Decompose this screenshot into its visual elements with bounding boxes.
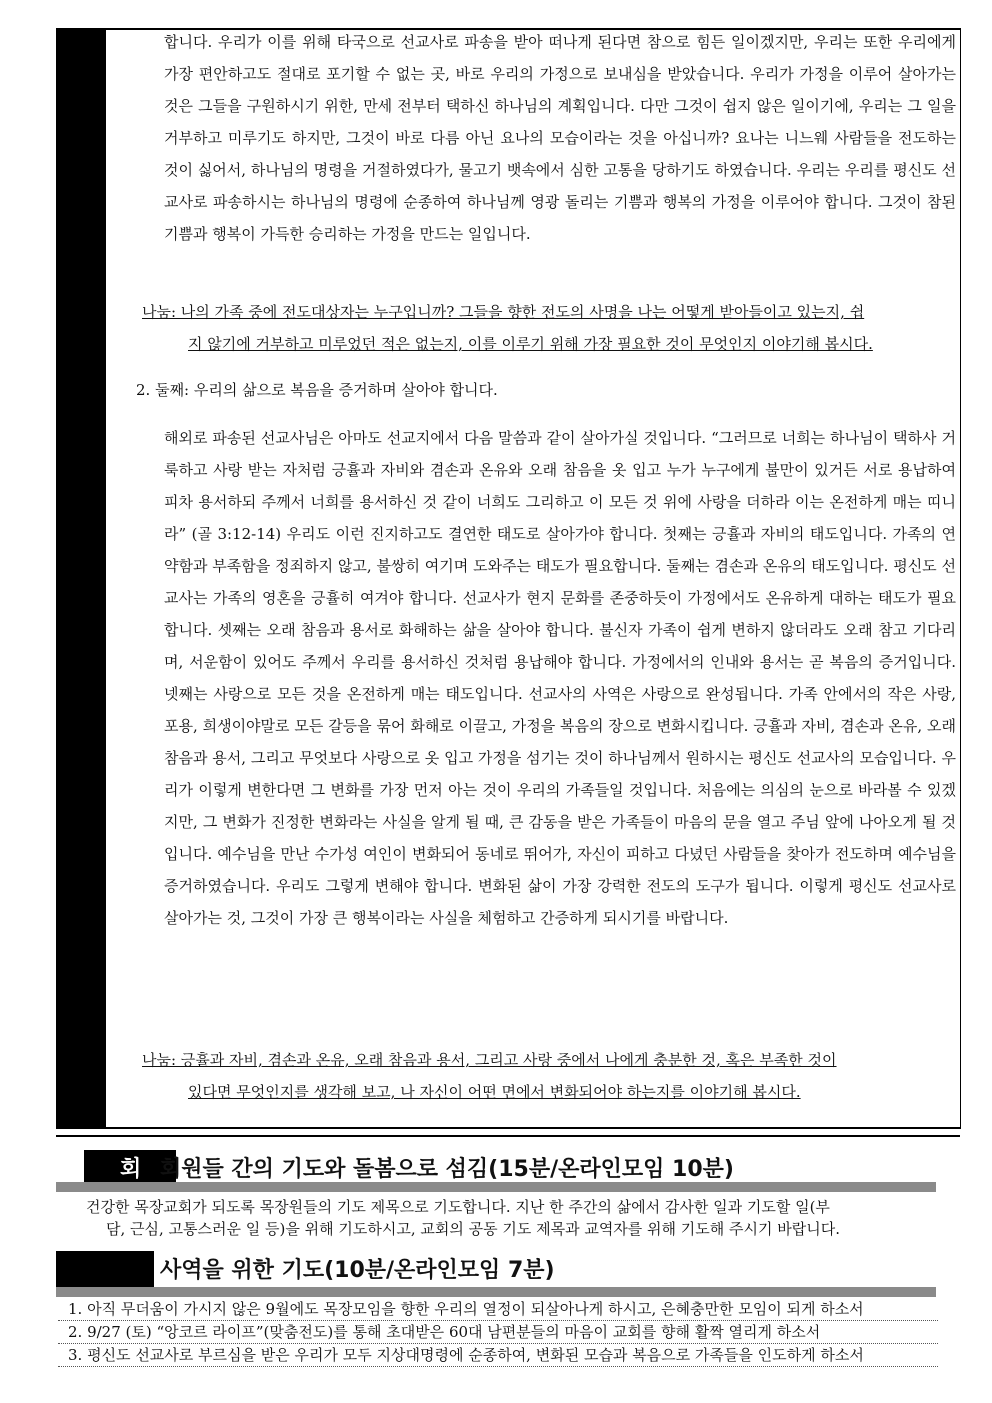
- prayer-item: 1. 아직 무더움이 가시지 않은 9월에도 목장모임을 향한 우리의 열정이 되살아나게 하시고, 은혜충만한 모임이 되게 하소서: [58, 1298, 938, 1321]
- ministry-prayer-list: [58, 1298, 938, 1367]
- ministry-section-title: 사역을 위한 기도(10분/온라인모임 7분): [160, 1258, 555, 1283]
- members-section-text: [86, 1196, 936, 1240]
- share-question-2-line-1: 나눔: 긍휼과 자비, 겸손과 온유, 오래 참음과 용서, 그리고 사랑 중에서 나에게 충분한 것, 혹은 부족한 것이: [142, 1051, 837, 1069]
- body-paragraph-1: 합니다. 우리가 이를 위해 타국으로 선교사로 파송을 받아 떠나게 된다면 참으로 힘든 일이겠지만, 우리는 또한 우리에게 가장 편안하고도 절대로 포기할 수 없는 곳, 바로 우리의 가정으로 보내심을 받았습니다. 우리가 가정을 이루어 살아가는 것은 그들을 구원하시기 위한, 만세 전부터 택하신 하나님의 계획입니다. 다만 그것이 쉽지 않은 일이기에, 우리는 그 일을 거부하고 미루기도 하지만, 그것이 바로 다름 아닌 요나의 모습이라는 것을 아십니까? 요나는 니느웨 사람들을 전도하는 것이 싫어서, 하나님의 명령을 거절하였다가, 물고기 뱃속에서 심한 고통을 당하기도 하였습니다. 우리는 우리를 평신도 선교사로 파송하시는 하나님의 명령에 순종하여 하나님께 영광 돌리는 기쁨과 행복의 가정을 이루어야 합니다. 그것이 참된 기쁨과 행복이 가득한 승리하는 가정을 만드는 일입니다.: [164, 33, 956, 243]
- members-section-tag-label: 회: [120, 1157, 142, 1182]
- ministry-section-underbar: [56, 1287, 936, 1297]
- body-paragraph-2: 해외로 파송된 선교사님은 아마도 선교지에서 다음 말씀과 같이 살아가실 것입니다. “그러므로 너희는 하나님이 택하사 거룩하고 사랑 받는 자처럼 긍휼과 자비와 겸손과 온유와 오래 참음을 옷 입고 누가 누구에게 불만이 있거든 서로 용납하여 피차 용서하되 주께서 너희를 용서하신 것 같이 너희도 그리하고 이 모든 것 위에 사랑을 더하라 이는 온전하게 매는 띠니라” (골 3:12-14) 우리도 이런 진지하고도 결연한 태도로 살아가야 합니다. 첫째는 긍휼과 자비의 태도입니다. 가족의 연약함과 부족함을 정죄하지 않고, 불쌍히 여기며 도와주는 태도가 필요합니다. 둘째는 겸손과 온유의 태도입니다. 평신도 선교사는 가족의 영혼을 긍휼히 여겨야 합니다. 선교사가 현지 문화를 존중하듯이 가정에서도 온유하게 대하는 태도가 필요합니다. 셋째는 오래 참음과 용서로 화해하는 삶을 살아야 합니다. 불신자 가족이 쉽게 변하지 않더라도 오래 참고 기다리며, 서운함이 있어도 주께서 우리를 용서하신 것처럼 용납해야 합니다. 가정에서의 인내와 용서는 곧 복음의 증거입니다. 넷째는 사랑으로 모든 것을 온전하게 매는 태도입니다. 선교사의 사역은 사랑으로 완성됩니다. 가족 안에서의 작은 사랑, 포용, 희생이야말로 모든 갈등을 묶어 화해로 이끌고, 가정을 복음의 장으로 변화시킵니다. 긍휼과 자비, 겸손과 온유, 오래 참음과 용서, 그리고 무엇보다 사랑으로 옷 입고 가정을 섬기는 것이 하나님께서 원하시는 평신도 선교사의 모습입니다. 우리가 이렇게 변한다면 그 변화를 가장 먼저 아는 것이 우리의 가족들일 것입니다. 처음에는 의심의 눈으로 바라볼 수 있겠지만, 그 변화가 진정한 변화라는 사실을 알게 될 때, 큰 감동을 받은 가족들이 마음의 문을 열고 주님 앞에 나아오게 될 것입니다. 예수님을 만난 수가성 여인이 변화되어 동네로 뛰어가, 자신이 피하고 다녔던 사람들을 찾아가 전도하며 예수님을 증거하였습니다. 우리도 그렇게 변해야 합니다. 변화된 삶이 가장 강력한 전도의 도구가 됩니다. 이렇게 평신도 선교사로 살아가는 것, 그것이 가장 큰 행복이라는 사실을 체험하고 간증하게 되시기를 바랍니다.: [164, 429, 956, 927]
- share-question-2-line-2: 있다면 무엇인지를 생각해 보고, 나 자신이 어떤 면에서 변화되어야 하는지를 이야기해 봅시다.: [188, 1083, 801, 1101]
- members-section-title: 회원들 간의 기도와 돌봄으로 섬김(15분/온라인모임 10분): [160, 1157, 734, 1182]
- members-section-text-line-2: 담, 근심, 고통스러운 일 등)을 위해 기도하시고, 교회의 공동 기도 제목과 교역자를 위해 기도해 주시기 바랍니다.: [106, 1220, 841, 1238]
- share-question-1: [142, 296, 956, 360]
- ministry-section-tag: [56, 1251, 154, 1287]
- left-black-bar: [56, 28, 106, 1127]
- members-section-text-line-1: 건강한 목장교회가 되도록 목장원들의 기도 제목으로 기도합니다. 지난 한 주간의 삶에서 감사한 일과 기도할 일(부: [86, 1198, 830, 1216]
- members-section-underbar: [56, 1182, 936, 1192]
- share-question-2: [142, 1044, 956, 1108]
- prayer-item: 2. 9/27 (토) “앙코르 라이프”(맞춤전도)를 통해 초대받은 60대 남편분들의 마음이 교회를 향해 활짝 열리게 하소서: [58, 1321, 938, 1344]
- prayer-item: 3. 평신도 선교사로 부르심을 받은 우리가 모두 지상대명령에 순종하여, 변화된 모습과 복음으로 가족들을 인도하게 하소서: [58, 1344, 938, 1367]
- share-question-1-line-2: 지 않기에 거부하고 미루었던 적은 없는지, 이를 이루기 위해 가장 필요한 것이 무엇인지 이야기해 봅시다.: [188, 335, 873, 353]
- members-section-header: [56, 1150, 936, 1190]
- share-question-1-line-1: 나눔: 나의 가족 중에 전도대상자는 누구입니까? 그들을 향한 전도의 사명을 나는 어떻게 받아들이고 있는지, 쉽: [142, 303, 865, 321]
- section-divider: [56, 1135, 960, 1137]
- ministry-section-header: [56, 1251, 936, 1291]
- point-2-heading: 2. 둘째: 우리의 삶으로 복음을 증거하며 살아야 합니다.: [136, 381, 498, 399]
